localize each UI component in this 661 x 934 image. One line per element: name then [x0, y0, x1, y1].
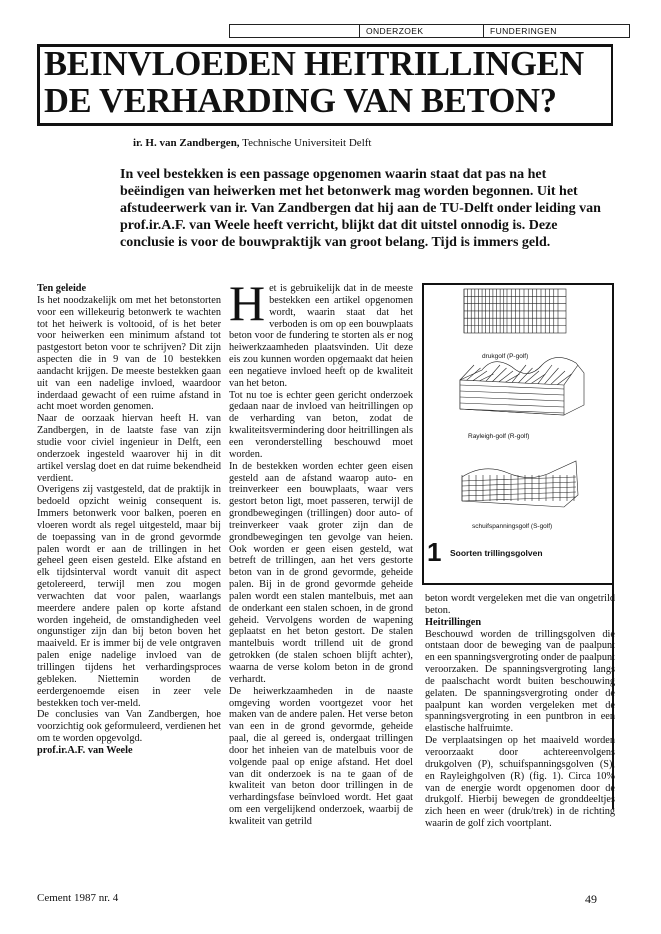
paragraph: Beschouwd worden de trillingsgolven die ontstaan door de beweging van de paalpunt en een spanningsvergroting onder de paalpunt veroorzaken. De spanningsvergroting langs de paalschacht wordt buiten beschouwing gelaten. De spanningsvergroting onder de paalpunt kan worden vergeleken met de spanningsvergroting in een puntbron in een elastische halfruimte. — [425, 628, 615, 735]
paragraph: De verplaatsingen op het maaiveld worden veroorzaakt door achtereenvolgens drukgolven (P), schuifspanningsgolven (S), en Rayleighgolven (R) (fig. 1). Circa 10% van de energie wordt opgenomen door de drukgolf. Hierbij bewegen de gronddeeltjes zich heen en weer (druk/trek) in de richting waarin de golf zich voortplant. — [425, 735, 615, 830]
p-wave-block — [464, 289, 566, 333]
label-s-wave: schuifspanningsgolf (S-golf) — [472, 523, 553, 530]
paragraph: De conclusies van Van Zandbergen, hoe voorzichtig ook geformuleerd, verdienen het om te worden opgevolgd. — [37, 709, 221, 745]
drop-cap: H — [229, 275, 266, 331]
column-3 — [425, 593, 615, 830]
journal-footer: Cement 1987 nr. 4 — [37, 892, 119, 904]
paragraph: Overigens zij vastgesteld, dat de praktijk in bedoeld opzicht weinig consequent is. Immers betonwerk voor balken, poeren en vloeren wordt als regel uitgesteld, maar bij de toepassing van in de grond gevormde palen wordt er aan de trillingen in het geheel geen eisen gesteld. Elke afstand en elk tijdsinterval wordt vanuit dit aspect getolereerd, terwijl men zou mogen verwachten dat voor palen, waarlangs meerdere andere palen op korte afstand worden ingeheid, de omstandigheden veel ongunstiger zijn dan bij beton boven het maaiveld. Er is immer bij de vele ontgraven palen enige nadelige invloed van de trillingen tijdens het verhardingsproces gebleken. Niettemin worden de eerdergenoemde eisen in zeer vele bestekken toch ver-meld. — [37, 484, 221, 709]
paragraph: Is het noodzakelijk om met het betonstorten voor een willekeurig betonwerk te wachten tot het heiwerk is voltooid, of is het beter voor heiwerken een minimum afstand tot pastgestort beton voor te schrijven? Dit zijn aspecten die in 9 van de 10 bestekken aandacht krijgen. De meeste bestekken gaan uit van een nadelige invloed, waardoor inderdaad gewacht of een ruime afstand in acht moet worden genomen. — [37, 294, 221, 413]
signature: prof.ir.A.F. van Weele — [37, 744, 133, 756]
section-tabs — [229, 24, 630, 38]
tab-onderzoek: ONDERZOEK — [359, 24, 483, 38]
author-name: ir. H. van Zandbergen, — [133, 137, 240, 149]
section-heading-heitrillingen: Heitrillingen — [425, 616, 482, 628]
author-affiliation: Technische Universiteit Delft — [239, 137, 372, 149]
figure-number: 1 — [427, 537, 442, 567]
title-line-2: DE VERHARDING VAN BETON? — [44, 82, 557, 120]
label-r-wave: Rayleigh-golf (R-golf) — [468, 433, 530, 440]
column-1 — [37, 283, 221, 757]
title-line-1: BEINVLOEDEN HEITRILLINGEN — [44, 45, 584, 83]
article-title — [44, 46, 604, 120]
byline — [133, 137, 371, 149]
s-wave-block — [462, 461, 578, 507]
column-2 — [229, 275, 413, 828]
tab-empty — [229, 24, 359, 38]
r-wave-block — [460, 357, 584, 415]
wave-diagrams — [424, 285, 612, 535]
label-p-wave: drukgolf (P-golf) — [482, 353, 529, 360]
paragraph: Naar de oorzaak hiervan heeft H. van Zandbergen, in de laatste fase van zijn studie voor civiel ingenieur in Delft, een onderzoek ingesteld waarover hij in dit artikel verslag doet en dat ruime bekendheid verdient. — [37, 413, 221, 484]
figure-1 — [422, 283, 614, 585]
page-number: 49 — [585, 892, 597, 906]
paragraph: Tot nu toe is echter geen gericht onderzoek gedaan naar de invloed van heitrillingen op de verharding van beton, zodat de kwaliteitsvermindering door heitrillingen als een veronderstelling beschouwd moet worden. — [229, 389, 413, 460]
tab-funderingen: FUNDERINGEN — [483, 24, 630, 38]
paragraph: De heiwerkzaamheden in de naaste omgeving worden voortgezet voor het maken van de andere palen. Het verse beton van een in de grond gevormde, geheide paal, die al gereed is, ondergaat trillingen door het inheien van de matelbuis voor de volgende paal op enige afstand. Het doel van dit onderzoek is na te gaan of de kwaliteit van beton door trillingen in de verhardingsfase beïnvloed wordt. Het gaat om een vergelijkend onderzoek, waarbij de kwaliteit van getrild — [229, 685, 413, 827]
lead-paragraph: In veel bestekken is een passage opgenomen waarin staat dat pas na het beëindigen van heiwerken met het betonwerk mag worden begonnen. Uit het afstudeerwerk van ir. Van Zandbergen dat hij aan de TU-Delft onder leiding van prof.ir.A.F. van Weele heeft verricht, blijkt dat dit uitstel onnodig is. Deze conclusie is voor de bouwpraktijk van groot belang. Tijd is immers geld. — [120, 167, 601, 250]
paragraph: In de bestekken worden echter geen eisen gesteld aan de afstand waarop auto- en treinverkeer een bouwplaats, waar vers gestort beton ligt, moet passeren, terwijl de grondbewegingen (trillingen) door auto- of treinverkeer vaak groter zijn dan de grondbewegingen ten gevolge van heien. Ook worden er geen eisen gesteld, wat betreft de trillingen, aan het vers gestorte beton van in de grond gevormde, geheide palen. Bij in de grond gevormde geheide palen wordt een stalen mantelbuis, met aan de onderkant een stalen schoen, in de grond geheid. Vervolgens worden de wapening geplaatst en het beton gestort. De stalen mantelbuis wordt trillend uit de grond getrokken (de stalen schoen blijft achter), waarna de verse kolom beton in de grond verhardt. — [229, 460, 413, 685]
paragraph: beton wordt vergeleken met die van ongetrild beton. — [425, 593, 615, 616]
paragraph: et is gebruikelijk dat in de meeste bestekken een artikel opgenomen wordt, waarin staat dat het verboden is om op een bouwplaats beton voor de fundering te storten als er nog heiwerkzaamheden plaatsvinden. Uit deze eis zou kunnen worden opgemaakt dat heien een negatieve invloed heeft op de kwaliteit van het beton. — [229, 283, 413, 389]
figure-caption: Soorten trillingsgolven — [450, 548, 543, 558]
section-heading-ten-geleide: Ten geleide — [37, 283, 87, 294]
